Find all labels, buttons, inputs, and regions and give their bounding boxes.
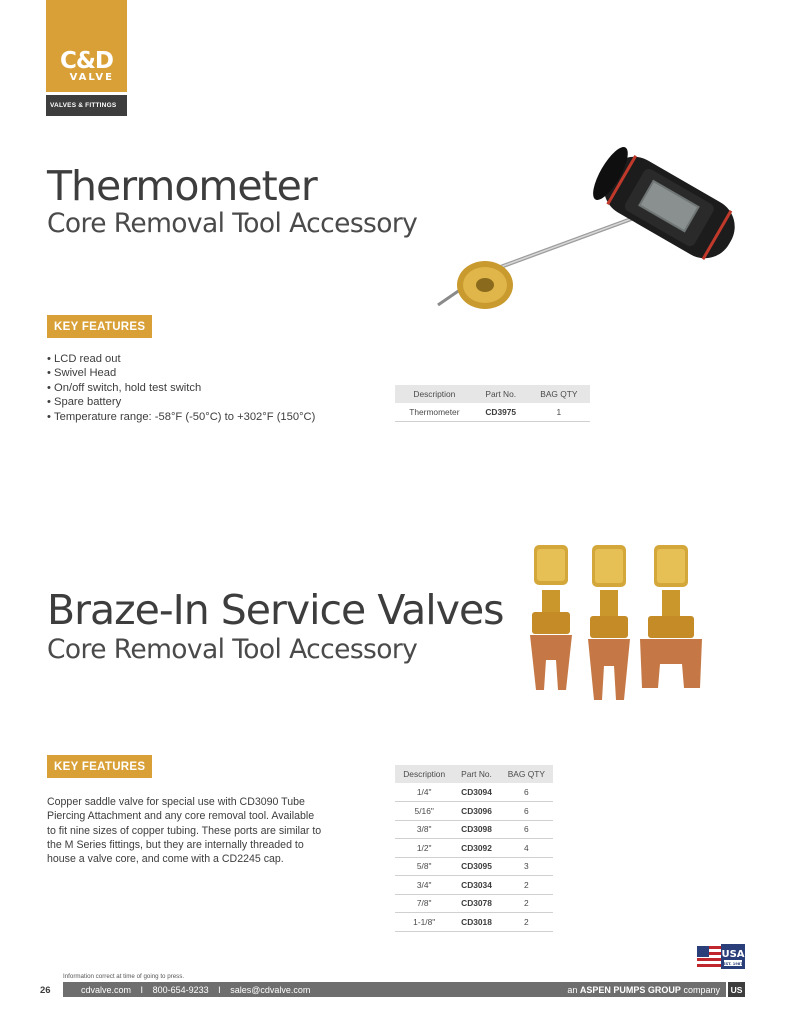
cell-bag-qty: 2 (500, 894, 553, 913)
feature-item: • Spare battery (47, 395, 315, 409)
cell-bag-qty: 2 (500, 876, 553, 895)
section1-spec-table (395, 385, 590, 422)
table-row (395, 403, 590, 422)
cell-description: 3/4" (395, 876, 453, 895)
cell-description: 5/16" (395, 802, 453, 821)
cell-part-no: CD3094 (453, 783, 499, 802)
usa-badge-text: USA (721, 949, 745, 960)
section2-description: Copper saddle valve for special use with CD3090 Tube Piercing Attachment and any core removal tool. Available to fit nine sizes of copper tubing. These ports are similar to the M Series fittings, but they are internally threaded to house a valve core, and come with a CD2245 cap. (47, 796, 322, 866)
table-header-row (395, 765, 553, 783)
brand-logo (46, 0, 127, 92)
col-bag-qty: BAG QTY (528, 385, 590, 403)
phone-link[interactable]: 800-654-9233 (152, 984, 209, 995)
cell-bag-qty: 2 (500, 913, 553, 932)
feature-item: • Swivel Head (47, 366, 315, 380)
logo-main-text: C&D (59, 48, 114, 74)
col-bag-qty: BAG QTY (500, 765, 553, 783)
braze-in-valves-image (520, 540, 720, 705)
cell-description: 5/8" (395, 857, 453, 876)
email-link[interactable]: sales@cdvalve.com (230, 984, 311, 995)
cell-part-no: CD3018 (453, 913, 499, 932)
section1-subtitle: Core Removal Tool Accessory (47, 208, 418, 239)
table-row (395, 839, 553, 858)
table-row (395, 820, 553, 839)
cell-bag-qty: 6 (500, 802, 553, 821)
col-description: Description (395, 385, 474, 403)
group-suffix: company (683, 984, 720, 995)
table-row (395, 783, 553, 802)
col-description: Description (395, 765, 453, 783)
footer-contact (81, 985, 310, 995)
group-name: ASPEN PUMPS GROUP (579, 984, 681, 995)
table-row (395, 857, 553, 876)
footer-group (567, 985, 720, 995)
feature-item: • Temperature range: -58°F (-50°C) to +302°F (150°C) (47, 410, 315, 424)
section2-table-body (395, 783, 553, 931)
cell-part-no: CD3092 (453, 839, 499, 858)
cell-description: Thermometer (395, 403, 474, 422)
cell-bag-qty: 6 (500, 820, 553, 839)
cell-description: 1/2" (395, 839, 453, 858)
usa-flag-badge-icon (697, 944, 745, 969)
cell-part-no: CD3078 (453, 894, 499, 913)
section1-features-list (47, 352, 315, 424)
table-row (395, 876, 553, 895)
col-part-no: Part No. (453, 765, 499, 783)
section2-spec-table (395, 765, 553, 932)
cell-description: 1/4" (395, 783, 453, 802)
section1-title: Thermometer (47, 162, 317, 210)
feature-item: • LCD read out (47, 352, 315, 366)
disclaimer-text: Information correct at time of going to press. (63, 973, 185, 980)
usa-badge-sub-text: EST. 1987 (723, 962, 743, 966)
table-header-row (395, 385, 590, 403)
table-row (395, 894, 553, 913)
cell-part-no: CD3095 (453, 857, 499, 876)
us-flag-icon (697, 946, 723, 967)
footer-bar (63, 982, 726, 997)
section2-subtitle: Core Removal Tool Accessory (47, 634, 418, 665)
cell-bag-qty: 6 (500, 783, 553, 802)
table-row (395, 913, 553, 932)
footer-separator: I (140, 984, 144, 995)
category-tag: VALVES & FITTINGS (46, 95, 127, 116)
cell-description: 3/8" (395, 820, 453, 839)
cell-bag-qty: 3 (500, 857, 553, 876)
cell-part-no: CD3096 (453, 802, 499, 821)
cell-bag-qty: 4 (500, 839, 553, 858)
cell-part-no: CD3975 (474, 403, 528, 422)
cell-description: 1-1/8" (395, 913, 453, 932)
group-prefix: an (567, 984, 578, 995)
cell-bag-qty: 1 (528, 403, 590, 422)
section2-features-badge: KEY FEATURES (47, 755, 152, 778)
cell-description: 7/8" (395, 894, 453, 913)
logo-sub-text: VALVE (69, 72, 114, 83)
thermometer-image (430, 135, 750, 315)
footer-separator: I (218, 984, 221, 995)
table-row (395, 802, 553, 821)
feature-item: • On/off switch, hold test switch (47, 381, 315, 395)
section1-features-badge: KEY FEATURES (47, 315, 152, 338)
section2-title: Braze-In Service Valves (47, 586, 504, 634)
cell-part-no: CD3098 (453, 820, 499, 839)
cell-part-no: CD3034 (453, 876, 499, 895)
website-link[interactable]: cdvalve.com (81, 984, 132, 995)
country-code: US (728, 982, 745, 997)
page-number: 26 (40, 985, 51, 996)
col-part-no: Part No. (474, 385, 528, 403)
